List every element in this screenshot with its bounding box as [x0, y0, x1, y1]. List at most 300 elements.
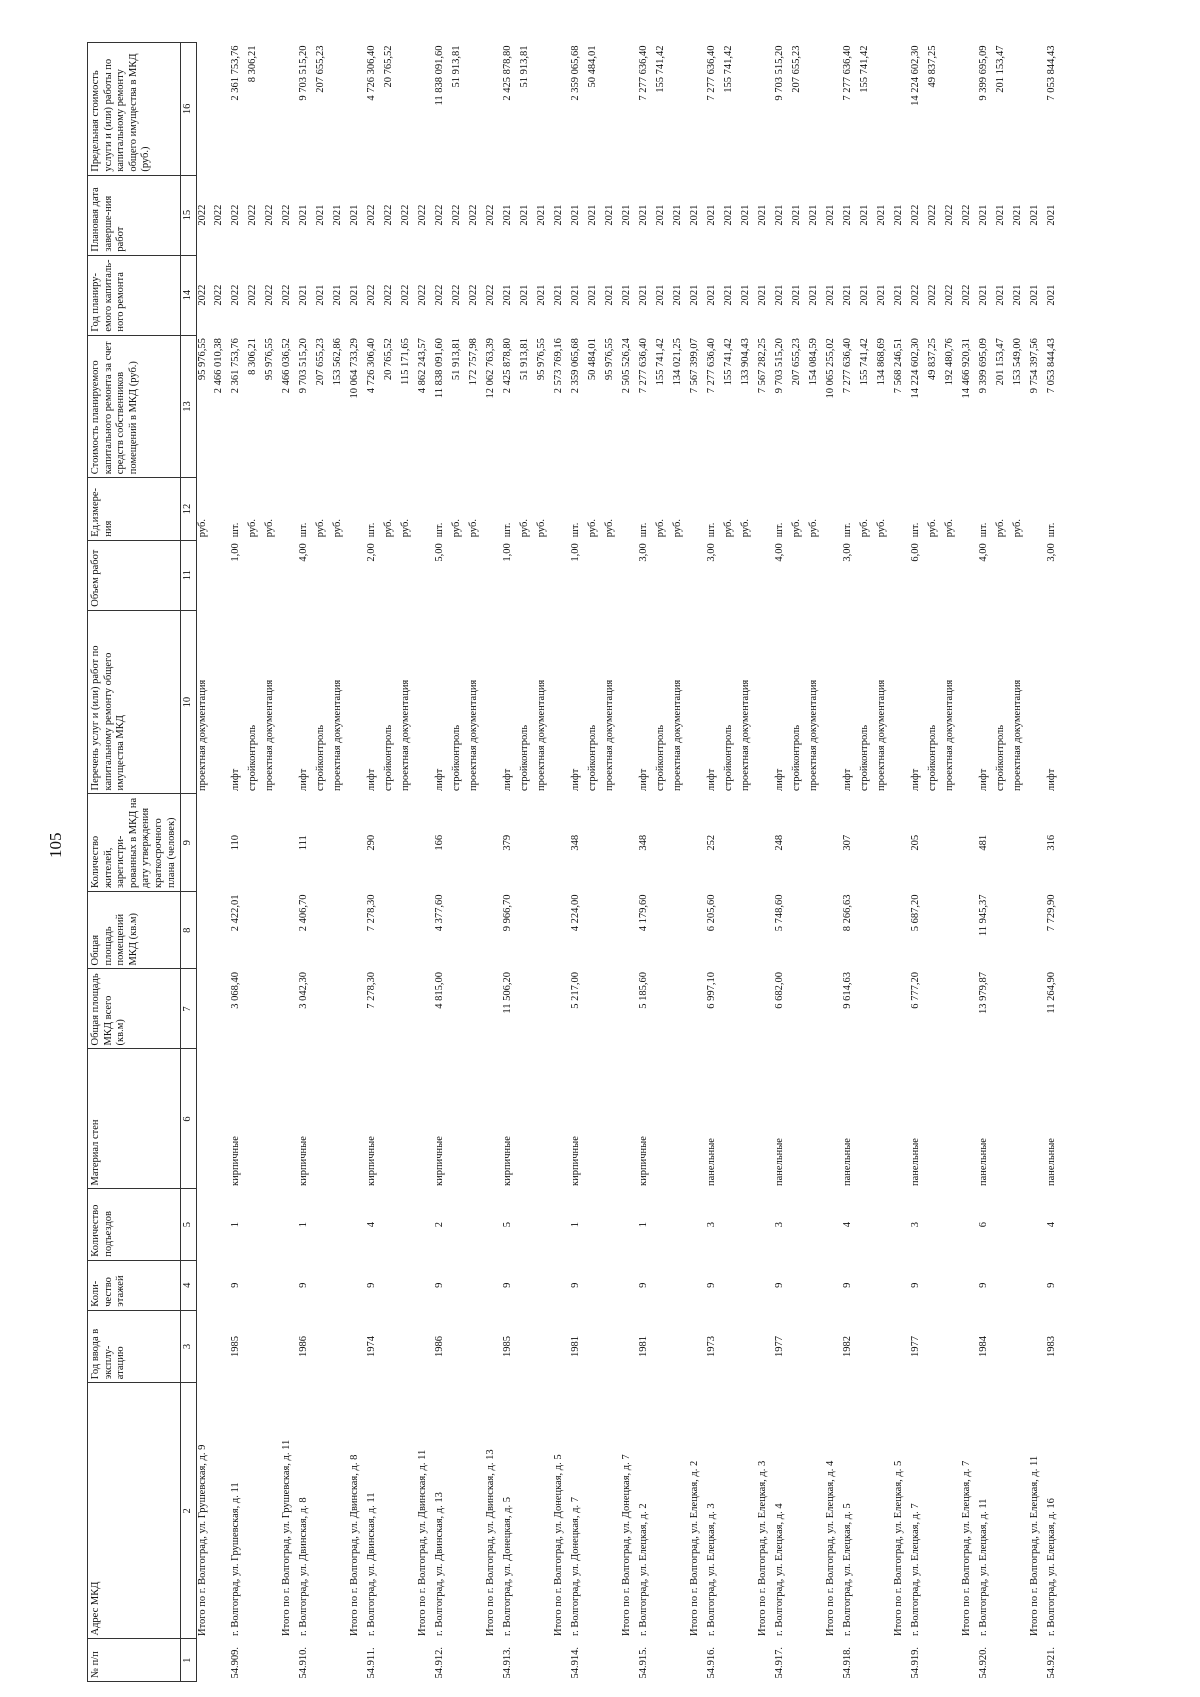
- cell-completion-date: 2021: [638, 204, 650, 226]
- cell-address: Итого по г. Волгоград, ул. Двинская, д. 13: [485, 1449, 497, 1636]
- cell-total-area: 5 185,60: [638, 971, 650, 1009]
- cell-unit: руб.: [400, 518, 412, 538]
- cell-address: г. Волгоград, ул. Елецкая, д. 11: [978, 1498, 990, 1636]
- cell-repair-year: 2021: [859, 284, 871, 306]
- cell-unit: шт.: [434, 522, 446, 538]
- cell-wall-material: [400, 1049, 417, 1189]
- cell-number: [468, 1639, 485, 1682]
- cell-year-built: [740, 1310, 757, 1383]
- cell-work-volume: [417, 540, 434, 610]
- table-row: [451, 43, 468, 1682]
- cell-residents: 252: [706, 834, 718, 851]
- cell-unit: руб.: [927, 518, 939, 538]
- cell-total-area: [672, 969, 689, 1049]
- cell-cost: 7 567 399,07: [689, 338, 701, 394]
- cell-work-volume: [315, 540, 332, 610]
- table-row: [264, 43, 281, 1682]
- cell-total-area: [400, 969, 417, 1049]
- cell-entrances: 1: [230, 1221, 242, 1228]
- cell-residents: [536, 794, 553, 892]
- cell-repair-year: 2022: [417, 284, 429, 306]
- cell-total-area: [587, 969, 604, 1049]
- cell-unit: шт.: [910, 522, 922, 538]
- cell-wall-material: [757, 1049, 774, 1189]
- cell-works-list: стройконтроль: [655, 724, 667, 791]
- cell-entrances: 5: [502, 1221, 514, 1228]
- cell-floors: [417, 1260, 434, 1310]
- cell-repair-year: 2021: [774, 284, 786, 306]
- cell-work-volume: [689, 540, 706, 610]
- cell-work-volume: [621, 540, 638, 610]
- cell-cost: 4 726 306,40: [366, 338, 378, 394]
- cell-completion-date: 2022: [927, 204, 939, 226]
- cell-residents: 316: [1046, 834, 1058, 851]
- cell-completion-date: 2021: [842, 204, 854, 226]
- cell-residents: [196, 794, 213, 892]
- cell-cost: 2 466 010,38: [213, 338, 225, 394]
- cell-wall-material: панельные: [842, 1138, 854, 1186]
- cell-works-list: стройконтроль: [587, 724, 599, 791]
- cell-year-built: [604, 1310, 621, 1383]
- cell-works-list: лифт: [638, 768, 650, 791]
- cell-repair-year: 2022: [230, 284, 242, 306]
- cell-work-volume: 3,00: [706, 543, 718, 562]
- cell-works-list: [689, 610, 706, 794]
- cell-number: [451, 1639, 468, 1682]
- cell-number: 54.917.: [774, 1647, 786, 1679]
- cell-work-volume: [485, 540, 502, 610]
- cell-cost: 49 837,25: [927, 338, 939, 381]
- cell-floors: [383, 1260, 400, 1310]
- cell-number: 54.912.: [434, 1647, 446, 1679]
- cell-residents: [604, 794, 621, 892]
- cell-premises-area: [859, 891, 876, 969]
- cell-works-list: лифт: [842, 768, 854, 791]
- cell-works-list: проектная документация: [672, 679, 684, 791]
- cell-wall-material: [315, 1049, 332, 1189]
- cell-max-cost: 2 361 753,76: [230, 45, 242, 101]
- cell-residents: [315, 794, 332, 892]
- cell-works-list: [553, 610, 570, 794]
- cell-cost: 51 913,81: [451, 338, 463, 381]
- cell-floors: [808, 1260, 825, 1310]
- cell-work-volume: [655, 540, 672, 610]
- cell-works-list: стройконтроль: [519, 724, 531, 791]
- cell-work-volume: [791, 540, 808, 610]
- cell-wall-material: [825, 1049, 842, 1189]
- cell-residents: [757, 794, 774, 892]
- cell-max-cost: [961, 43, 978, 176]
- cell-year-built: [723, 1310, 740, 1383]
- cell-work-volume: 3,00: [842, 543, 854, 562]
- cell-works-list: лифт: [1046, 768, 1058, 791]
- cell-premises-area: 5 748,60: [774, 894, 786, 932]
- cell-wall-material: панельные: [774, 1138, 786, 1186]
- cell-number: [536, 1639, 553, 1682]
- cell-wall-material: [587, 1049, 604, 1189]
- cell-residents: [451, 794, 468, 892]
- cell-year-built: [587, 1310, 604, 1383]
- cell-entrances: 1: [570, 1221, 582, 1228]
- cell-total-area: [332, 969, 349, 1049]
- cell-wall-material: [417, 1049, 434, 1189]
- cell-year-built: [519, 1310, 536, 1383]
- cell-premises-area: 4 377,60: [434, 894, 446, 932]
- cell-address: [808, 1383, 825, 1639]
- cell-completion-date: 2021: [706, 204, 718, 226]
- cell-work-volume: [1029, 540, 1046, 610]
- cell-work-volume: [349, 540, 366, 610]
- cell-address: [723, 1383, 740, 1639]
- table-row: [536, 43, 553, 1682]
- cell-cost: 2 425 878,80: [502, 338, 514, 394]
- cell-floors: [825, 1260, 842, 1310]
- cell-total-area: [553, 969, 570, 1049]
- table-row: [927, 43, 944, 1682]
- cell-year-built: 1986: [434, 1335, 446, 1357]
- cell-premises-area: 8 266,63: [842, 894, 854, 932]
- cell-floors: [315, 1260, 332, 1310]
- cell-floors: [485, 1260, 502, 1310]
- cell-unit: [757, 478, 774, 541]
- cell-year-built: 1984: [978, 1335, 990, 1357]
- cell-works-list: лифт: [434, 768, 446, 791]
- cell-number: [349, 1639, 366, 1682]
- cell-repair-year: 2021: [349, 284, 361, 306]
- table-row: [825, 43, 842, 1682]
- cell-cost: 134 021,25: [672, 338, 684, 386]
- cell-total-area: 6 997,10: [706, 971, 718, 1009]
- cell-repair-year: 2022: [468, 284, 480, 306]
- cell-residents: 248: [774, 834, 786, 851]
- cell-completion-date: 2022: [468, 204, 480, 226]
- cell-cost: 9 399 695,09: [978, 338, 990, 394]
- cell-max-cost: [485, 43, 502, 176]
- cell-cost: 7 277 636,40: [842, 338, 854, 394]
- cell-premises-area: [247, 891, 264, 969]
- cell-unit: руб.: [1012, 518, 1024, 538]
- cell-entrances: [825, 1189, 842, 1260]
- cell-number: [519, 1639, 536, 1682]
- cell-repair-year: 2021: [1012, 284, 1024, 306]
- header-number-number: 1: [181, 1639, 197, 1682]
- cell-unit: руб.: [264, 518, 276, 538]
- header-number-year-built: 3: [181, 1310, 197, 1383]
- cell-residents: [723, 794, 740, 892]
- cell-completion-date: 2022: [196, 204, 208, 226]
- cell-number: [995, 1639, 1012, 1682]
- cell-year-built: [383, 1310, 400, 1383]
- cell-residents: [740, 794, 757, 892]
- cell-residents: [587, 794, 604, 892]
- cell-address: [672, 1383, 689, 1639]
- cell-works-list: проектная документация: [876, 679, 888, 791]
- cell-cost: 201 153,47: [995, 338, 1007, 386]
- cell-address: Итого по г. Волгоград, ул. Елецкая, д. 11: [1029, 1455, 1041, 1636]
- cell-floors: [451, 1260, 468, 1310]
- cell-premises-area: [723, 891, 740, 969]
- header-year-built: Год ввода в эксплу-атацию: [88, 1310, 181, 1383]
- cell-address: г. Волгоград, ул. Елецкая, д. 2: [638, 1503, 650, 1636]
- cell-max-cost: 7 277 636,40: [638, 45, 650, 101]
- cell-work-volume: [451, 540, 468, 610]
- cell-address: Итого по г. Волгоград, ул. Елецкая, д. 7: [961, 1460, 973, 1636]
- cell-cost: 192 480,76: [944, 338, 956, 386]
- cell-number: [757, 1639, 774, 1682]
- cell-number: [264, 1639, 281, 1682]
- cell-address: [859, 1383, 876, 1639]
- cell-wall-material: панельные: [910, 1138, 922, 1186]
- cell-unit: шт.: [774, 522, 786, 538]
- cell-works-list: стройконтроль: [859, 724, 871, 791]
- cell-max-cost: 11 838 091,60: [434, 45, 446, 106]
- cell-premises-area: 5 687,20: [910, 894, 922, 932]
- cell-works-list: стройконтроль: [995, 724, 1007, 791]
- cell-year-built: [672, 1310, 689, 1383]
- cell-unit: руб.: [876, 518, 888, 538]
- cell-year-built: 1985: [502, 1335, 514, 1357]
- cell-address: г. Волгоград, ул. Донецкая, д. 5: [502, 1497, 514, 1636]
- cell-unit: руб.: [451, 518, 463, 538]
- cell-unit: [485, 478, 502, 541]
- cell-address: [400, 1383, 417, 1639]
- cell-works-list: проектная документация: [196, 679, 208, 791]
- cell-cost: 115 171,65: [400, 338, 412, 386]
- cell-premises-area: [1012, 891, 1029, 969]
- cell-address: г. Волгоград, ул. Елецкая, д. 7: [910, 1503, 922, 1636]
- cell-unit: шт.: [638, 522, 650, 538]
- cell-unit: шт.: [978, 522, 990, 538]
- cell-total-area: 11 506,20: [502, 971, 514, 1014]
- cell-unit: шт.: [230, 522, 242, 538]
- cell-wall-material: [264, 1049, 281, 1189]
- cell-max-cost: [1012, 43, 1029, 176]
- cell-floors: 9: [706, 1282, 718, 1288]
- cell-floors: 9: [638, 1282, 650, 1288]
- cell-cost: 95 976,55: [196, 338, 208, 381]
- cell-number: [740, 1639, 757, 1682]
- table-row: [366, 43, 383, 1682]
- cell-completion-date: 2022: [944, 204, 956, 226]
- cell-wall-material: [332, 1049, 349, 1189]
- cell-repair-year: 2021: [604, 284, 616, 306]
- cell-wall-material: [689, 1049, 706, 1189]
- cell-number: [400, 1639, 417, 1682]
- cell-max-cost: 207 655,23: [791, 45, 803, 93]
- cell-cost: 155 741,42: [655, 338, 667, 386]
- cell-cost: 10 064 733,29: [349, 338, 361, 399]
- cell-entrances: 3: [706, 1221, 718, 1228]
- table-row: [689, 43, 706, 1682]
- header-number-residents: 9: [181, 794, 197, 892]
- cell-unit: руб.: [332, 518, 344, 538]
- cell-residents: 166: [434, 834, 446, 851]
- cell-completion-date: 2021: [604, 204, 616, 226]
- cell-cost: 153 549,00: [1012, 338, 1024, 386]
- header-number-max-cost: 16: [181, 43, 197, 176]
- cell-completion-date: 2022: [264, 204, 276, 226]
- cell-wall-material: [519, 1049, 536, 1189]
- cell-address: [1012, 1383, 1029, 1639]
- cell-floors: 9: [570, 1282, 582, 1288]
- cell-year-built: 1977: [774, 1335, 786, 1357]
- cell-floors: [400, 1260, 417, 1310]
- cell-unit: руб.: [315, 518, 327, 538]
- cell-completion-date: 2021: [893, 204, 905, 226]
- cell-year-built: [689, 1310, 706, 1383]
- cell-work-volume: [808, 540, 825, 610]
- table-row: [468, 43, 485, 1682]
- cell-year-built: [400, 1310, 417, 1383]
- cell-max-cost: [332, 43, 349, 176]
- cell-wall-material: [468, 1049, 485, 1189]
- cell-wall-material: [995, 1049, 1012, 1189]
- cell-cost: 9 754 397,56: [1029, 338, 1041, 394]
- cell-repair-year: 2021: [672, 284, 684, 306]
- cell-total-area: [995, 969, 1012, 1049]
- cell-premises-area: [944, 891, 961, 969]
- cell-repair-year: 2022: [910, 284, 922, 306]
- cell-address: г. Волгоград, ул. Двинская, д. 13: [434, 1492, 446, 1636]
- cell-residents: [961, 794, 978, 892]
- cell-number: 54.921.: [1046, 1647, 1058, 1679]
- cell-max-cost: [757, 43, 774, 176]
- cell-cost: 133 904,43: [740, 338, 752, 386]
- cell-residents: [332, 794, 349, 892]
- cell-completion-date: 2022: [247, 204, 259, 226]
- cell-total-area: [961, 969, 978, 1049]
- cell-works-list: [349, 610, 366, 794]
- cell-address: Итого по г. Волгоград, ул. Елецкая, д. 5: [893, 1460, 905, 1636]
- cell-entrances: [536, 1189, 553, 1260]
- cell-max-cost: [213, 43, 230, 176]
- cell-cost: 14 224 602,30: [910, 338, 922, 399]
- cell-residents: [485, 794, 502, 892]
- cell-number: [604, 1639, 621, 1682]
- cell-completion-date: 2021: [978, 204, 990, 226]
- cell-work-volume: [859, 540, 876, 610]
- cell-total-area: [383, 969, 400, 1049]
- cell-max-cost: [672, 43, 689, 176]
- cell-entrances: [995, 1189, 1012, 1260]
- cell-total-area: [876, 969, 893, 1049]
- cell-floors: [196, 1260, 213, 1310]
- cell-premises-area: [689, 891, 706, 969]
- cell-completion-date: 2021: [587, 204, 599, 226]
- cell-work-volume: [213, 540, 230, 610]
- cell-completion-date: 2022: [230, 204, 242, 226]
- cell-number: [417, 1639, 434, 1682]
- cell-works-list: лифт: [366, 768, 378, 791]
- cell-works-list: [757, 610, 774, 794]
- cell-wall-material: [876, 1049, 893, 1189]
- cell-wall-material: [944, 1049, 961, 1189]
- table-body: [196, 43, 1063, 1682]
- capital-repair-plan-table: [87, 42, 1063, 1682]
- cell-residents: 481: [978, 834, 990, 851]
- cell-number: [876, 1639, 893, 1682]
- cell-repair-year: 2021: [655, 284, 667, 306]
- cell-max-cost: [264, 43, 281, 176]
- cell-unit: [689, 478, 706, 541]
- cell-entrances: [281, 1189, 298, 1260]
- cell-repair-year: 2022: [366, 284, 378, 306]
- table-row: [332, 43, 349, 1682]
- cell-unit: шт.: [366, 522, 378, 538]
- cell-completion-date: 2021: [519, 204, 531, 226]
- cell-completion-date: 2022: [910, 204, 922, 226]
- cell-wall-material: [893, 1049, 910, 1189]
- cell-total-area: [621, 969, 638, 1049]
- cell-wall-material: [383, 1049, 400, 1189]
- cell-premises-area: [451, 891, 468, 969]
- cell-repair-year: 2021: [876, 284, 888, 306]
- table-row: [961, 43, 978, 1682]
- cell-works-list: стройконтроль: [383, 724, 395, 791]
- cell-wall-material: [536, 1049, 553, 1189]
- cell-residents: [519, 794, 536, 892]
- cell-number: [808, 1639, 825, 1682]
- cell-wall-material: кирпичные: [570, 1136, 582, 1186]
- header-number-address: 2: [181, 1383, 197, 1639]
- cell-completion-date: 2022: [961, 204, 973, 226]
- cell-completion-date: 2021: [1046, 204, 1058, 226]
- cell-unit: [961, 478, 978, 541]
- cell-work-volume: [944, 540, 961, 610]
- header-number-completion-date: 15: [181, 175, 197, 255]
- cell-works-list: стройконтроль: [451, 724, 463, 791]
- cell-total-area: [893, 969, 910, 1049]
- cell-wall-material: [740, 1049, 757, 1189]
- cell-works-list: проектная документация: [468, 679, 480, 791]
- cell-premises-area: [825, 891, 842, 969]
- cell-completion-date: 2021: [723, 204, 735, 226]
- cell-work-volume: [400, 540, 417, 610]
- cell-floors: [961, 1260, 978, 1310]
- cell-residents: [995, 794, 1012, 892]
- table-row: [604, 43, 621, 1682]
- cell-cost: 155 741,42: [723, 338, 735, 386]
- rotated-page: [87, 42, 1122, 1682]
- cell-number: [281, 1639, 298, 1682]
- cell-entrances: [1029, 1189, 1046, 1260]
- cell-repair-year: 2021: [757, 284, 769, 306]
- cell-year-built: [349, 1310, 366, 1383]
- header-number-premises-area: 8: [181, 891, 197, 969]
- cell-residents: [553, 794, 570, 892]
- cell-residents: 110: [230, 835, 242, 851]
- table-row: [723, 43, 740, 1682]
- cell-entrances: [213, 1189, 230, 1260]
- cell-year-built: 1981: [570, 1335, 582, 1357]
- cell-year-built: [1029, 1310, 1046, 1383]
- cell-repair-year: 2021: [315, 284, 327, 306]
- cell-unit: шт.: [1046, 522, 1058, 538]
- cell-number: [213, 1639, 230, 1682]
- cell-works-list: [1029, 610, 1046, 794]
- cell-entrances: [1012, 1189, 1029, 1260]
- cell-entrances: [451, 1189, 468, 1260]
- cell-entrances: [332, 1189, 349, 1260]
- cell-work-volume: [519, 540, 536, 610]
- cell-entrances: [961, 1189, 978, 1260]
- cell-works-list: [281, 610, 298, 794]
- table-row: [587, 43, 604, 1682]
- cell-works-list: лифт: [230, 768, 242, 791]
- cell-entrances: [655, 1189, 672, 1260]
- cell-number: [1012, 1639, 1029, 1682]
- cell-work-volume: [604, 540, 621, 610]
